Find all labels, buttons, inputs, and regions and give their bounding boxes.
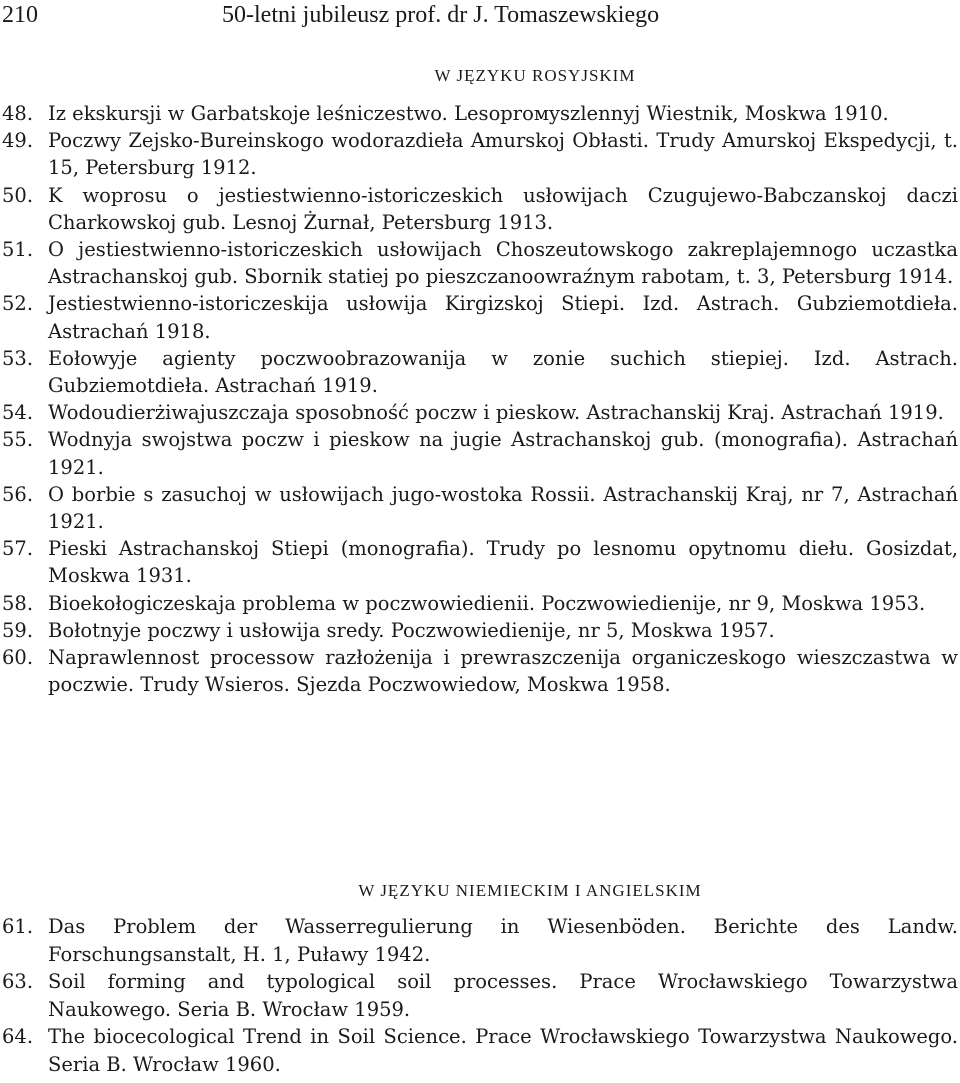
bibliography-entry — [0, 236, 960, 290]
section-heading-german-english: W JĘZYKU NIEMIECKIM I ANGIELSKIM — [358, 881, 702, 900]
bibliography-entry — [0, 345, 960, 399]
running-head — [0, 2, 960, 32]
entry-number: 59. — [2, 618, 34, 642]
entry-number: 52. — [2, 292, 34, 316]
entry-number: 60. — [2, 646, 34, 670]
entry-text: Pieski Astrachanskoj Stiepi (monografia). Trudy po lesnomu opytnomu diełu. Gosizdat, Moskwa 1931. — [48, 537, 958, 588]
entry-text: Naprawlennost processow razłożenija i prewraszczenija organiczeskogo wieszczastwa w poczwie. Trudy Wsieros. Sjezda Poczwowiedow, Moskwa 1958. — [48, 646, 958, 697]
bibliography-entry — [0, 426, 960, 480]
entry-number: 58. — [2, 591, 34, 615]
section-heading-russian: W JĘZYKU ROSYJSKIM — [434, 66, 636, 85]
entry-number: 48. — [2, 102, 34, 125]
entry-number: 63. — [2, 970, 34, 993]
entry-number: 55. — [2, 428, 34, 452]
bibliography-entry — [0, 617, 960, 644]
bibliography-entry — [0, 535, 960, 589]
entry-number: 50. — [2, 183, 34, 207]
entry-number: 56. — [2, 482, 34, 506]
bibliography-entry — [0, 399, 960, 426]
entry-text: Eołowyje agienty poczwoobrazowanija w zonie suchich stiepiej. Izd. Astrach. Gubziemotdieła. Astrachań 1919. — [48, 346, 958, 398]
bibliography-entry — [0, 100, 960, 127]
entry-text: The biocecological Trend in Soil Science. Prace Wrocławskiego Towarzystwa Naukowego. Seria B. Wrocław 1960. — [48, 1025, 958, 1076]
entry-text: O borbie s zasuchoj w usłowijach jugo-wostoka Rossii. Astrachanskij Kraj, nr 7, Astrachań 1921. — [48, 482, 958, 534]
entry-text: Soil forming and typological soil processes. Prace Wrocławskiego Towarzystwa Naukowego. Seria B. Wrocław 1959. — [48, 970, 958, 1021]
bibliography-entry — [0, 913, 960, 968]
entry-number: 53. — [2, 346, 34, 370]
entry-text: Iz ekskursji w Garbatskoje leśniczestwo. Lesoprомyszlennyj Wiestnik, Moskwa 1910. — [48, 102, 889, 125]
bibliography-list-russian — [0, 100, 960, 698]
bibliography-entry — [0, 1023, 960, 1078]
page-number: 210 — [2, 2, 38, 28]
entry-number: 57. — [2, 537, 34, 561]
entry-number: 54. — [2, 401, 34, 425]
entry-text: Wodnyja swojstwa poczw i pieskow na jugie Astrachanskoj gub. (monografia). Astrachań 1921. — [48, 428, 958, 479]
running-title: 50-letni jubileusz prof. dr J. Tomaszewskiego — [222, 2, 660, 28]
entry-text: K woprosu o jestiestwienno-istoriczeskich usłowijach Czugujewo-Babczanskoj daczi Charkowskoj gub. Lesnoj Żurnał, Petersburg 1913. — [48, 183, 958, 234]
entry-text: Bioekołogiczeskaja problema w poczwowiedienii. Poczwowiedienije, nr 9, Moskwa 1953. — [48, 591, 926, 615]
bibliography-entry — [0, 127, 960, 181]
bibliography-entry — [0, 590, 960, 617]
entry-number: 64. — [2, 1025, 34, 1048]
entry-text: O jestiestwienno-istoriczeskich usłowijach Choszeutowskogo zakreplajemnogo uczastka Astrachanskoj gub. Sbornik statiej po pieszczanoowraźnym rabotam, t. 3, Petersburg 1914. — [48, 238, 958, 289]
entry-text: Jestiestwienno-istoriczeskija usłowija Kirgizskoj Stiepi. Izd. Astrach. Gubziemotdieła. Astrachań 1918. — [48, 292, 958, 343]
bibliography-list-german-english — [0, 913, 960, 1078]
bibliography-entry — [0, 182, 960, 236]
bibliography-entry — [0, 968, 960, 1023]
entry-number: 49. — [2, 129, 34, 153]
entry-number: 51. — [2, 238, 34, 262]
bibliography-entry — [0, 481, 960, 535]
bibliography-entry — [0, 290, 960, 344]
entry-text: Das Problem der Wasserregulierung in Wiesenböden. Berichte des Landw. Forschungsanstalt, H. 1, Puławy 1942. — [48, 915, 958, 966]
entry-number: 61. — [2, 915, 34, 938]
entry-text: Wodoudierżiwajuszczaja sposobność poczw i pieskow. Astrachanskij Kraj. Astrachań 1919. — [48, 401, 944, 425]
entry-text: Bołotnyje poczwy i usłowija sredy. Poczwowiedienije, nr 5, Moskwa 1957. — [48, 618, 775, 642]
bibliography-entry — [0, 644, 960, 698]
entry-text: Poczwy Zejsko-Bureinskogo wodorazdieła Amurskoj Obłasti. Trudy Amurskoj Ekspedycji, t. 15, Petersburg 1912. — [48, 129, 958, 180]
